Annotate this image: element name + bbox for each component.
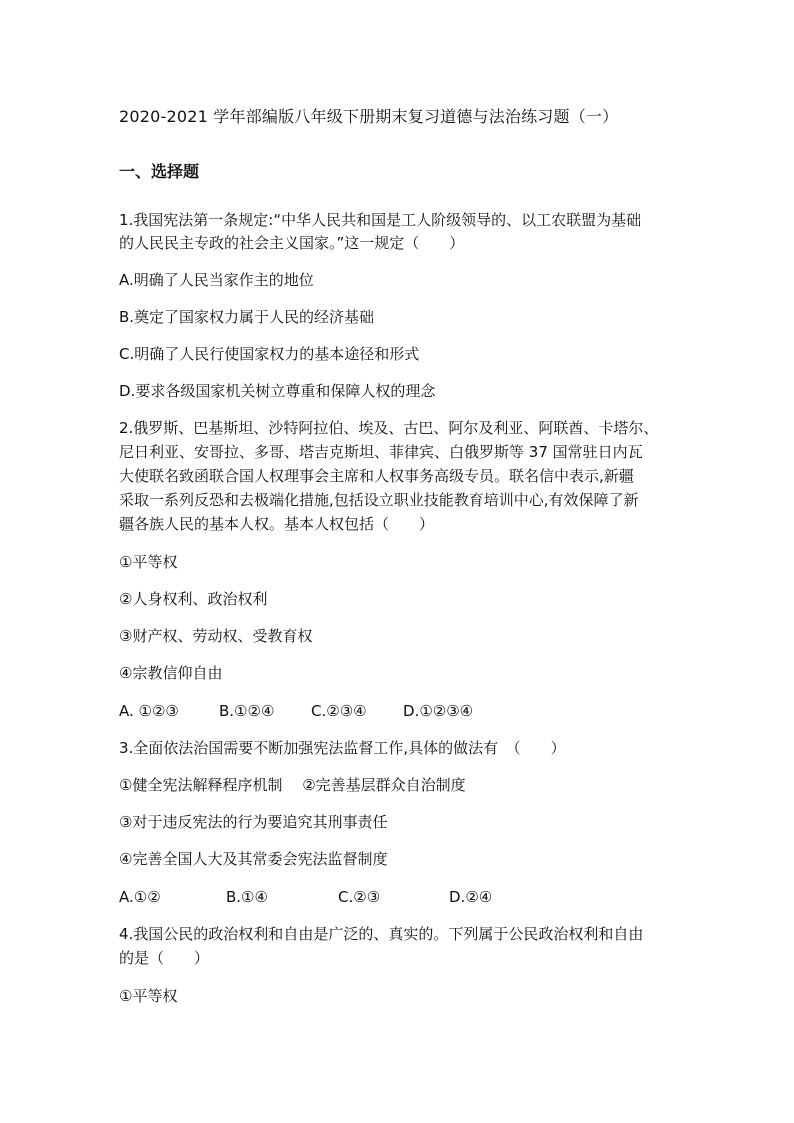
- question-2-item-1: ①平等权: [119, 553, 178, 571]
- question-3-stem-line-1: 3.全面依法治国需要不断加强宪法监督工作,具体的做法有 （ ）: [119, 739, 566, 757]
- question-2-item-2: ②人身权利、政治权利: [119, 590, 268, 608]
- question-2-stem-line-5: 疆各族人民的基本人权。基本人权包括（ ）: [119, 515, 435, 533]
- question-3-item-2: ③对于违反宪法的行为要追究其刑事责任: [119, 813, 388, 831]
- question-2-stem-line-2: 尼日利亚、安哥拉、多哥、塔吉克斯坦、菲律宾、白俄罗斯等 37 国常驻日内瓦: [119, 443, 643, 461]
- question-4-stem-line-2: 的是（ ）: [119, 949, 210, 967]
- question-2-item-4: ④宗教信仰自由: [119, 664, 223, 682]
- question-2-stem-line-3: 大使联名致函联合国人权理事会主席和人权事务高级专员。联名信中表示,新疆: [119, 467, 634, 485]
- question-2-item-3: ③财产权、劳动权、受教育权: [119, 627, 313, 645]
- question-2-choice-b: B.①②④: [219, 702, 275, 720]
- question-3-choices: [119, 887, 492, 907]
- question-1-option-c: C.明确了人民行使国家权力的基本途径和形式: [119, 345, 420, 363]
- question-2-stem-line-4: 采取一系列反恐和去极端化措施,包括设立职业技能教育培训中心,有效保障了新: [119, 491, 639, 509]
- question-3-choice-a: A.①②: [119, 888, 161, 906]
- question-3-item-3: ④完善全国人大及其常委会宪法监督制度: [119, 850, 388, 868]
- question-1-option-a: A.明确了人民当家作主的地位: [119, 271, 314, 289]
- question-2-choice-d: D.①②③④: [403, 702, 474, 720]
- question-2-choice-c: C.②③④: [311, 702, 367, 720]
- question-1-option-b: B.奠定了国家权力属于人民的经济基础: [119, 308, 375, 326]
- section-heading: 一、选择题: [119, 162, 200, 181]
- question-1-stem-line-1: 1.我国宪法第一条规定:“中华人民共和国是工人阶级领导的、以工农联盟为基础: [119, 211, 642, 229]
- question-1-stem-line-2: 的人民民主专政的社会主义国家。”这一规定（ ）: [119, 234, 465, 252]
- question-2-stem-line-1: 2.俄罗斯、巴基斯坦、沙特阿拉伯、埃及、古巴、阿尔及利亚、阿联酋、卡塔尔、: [119, 419, 659, 437]
- question-2-choice-a: A. ①②③: [119, 702, 179, 720]
- document-title: 2020-2021 学年部编版八年级下册期末复习道德与法治练习题（一）: [119, 107, 619, 126]
- question-3-choice-d: D.②④: [449, 888, 493, 906]
- question-3-choice-b: B.①④: [226, 888, 268, 906]
- question-1-option-d: D.要求各级国家机关树立尊重和保障人权的理念: [119, 382, 436, 400]
- question-4-stem-line-1: 4.我国公民的政治权利和自由是广泛的、真实的。下列属于公民政治权利和自由: [119, 925, 644, 943]
- question-3-choice-c: C.②③: [338, 888, 381, 906]
- question-2-choices: [119, 701, 473, 721]
- question-4-item-1: ①平等权: [119, 987, 178, 1005]
- question-3-item-1: ①健全宪法解释程序机制 ②完善基层群众自治制度: [119, 776, 466, 794]
